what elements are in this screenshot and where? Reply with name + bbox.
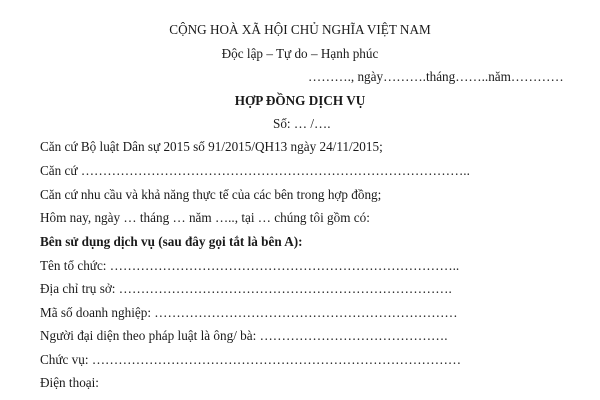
party-a-phone: Điện thoại:: [40, 375, 99, 390]
place-date-line: ………., ngày……….tháng……..năm…………: [308, 69, 564, 84]
basis-civil-code: Căn cứ Bộ luật Dân sự 2015 số 91/2015/QH13 ngày 24/11/2015;: [40, 139, 383, 154]
today-line: Hôm nay, ngày … tháng … năm ….., tại … chúng tôi gồm có:: [40, 210, 370, 225]
contract-number: Số: … /….: [273, 116, 331, 131]
national-motto: Độc lập – Tự do – Hạnh phúc: [221, 46, 379, 61]
party-a-tax-code: Mã số doanh nghiệp: ……………………………………………………………: [40, 305, 458, 320]
country-header: CỘNG HOÀ XÃ HỘI CHỦ NGHĨA VIỆT NAM: [169, 22, 431, 37]
party-a-heading: Bên sử dụng dịch vụ (sau đây gọi tắt là bên A):: [40, 234, 303, 249]
party-a-org-name: Tên tổ chức: ……………………………………………………………………..: [40, 258, 460, 273]
basis-needs: Căn cứ nhu cầu và khả năng thực tế của các bên trong hợp đồng;: [40, 187, 382, 202]
contract-title: HỢP ĐỒNG DỊCH VỤ: [234, 93, 366, 108]
party-a-representative: Người đại diện theo pháp luật là ông/ bà: …………………………………….: [40, 328, 448, 343]
party-a-address: Địa chỉ trụ sở: ………………………………………………………………….: [40, 281, 452, 296]
basis-other: Căn cứ ……………………………………………………………………………..: [40, 163, 470, 178]
party-a-position: Chức vụ: …………………………………………………………………………: [40, 352, 462, 367]
